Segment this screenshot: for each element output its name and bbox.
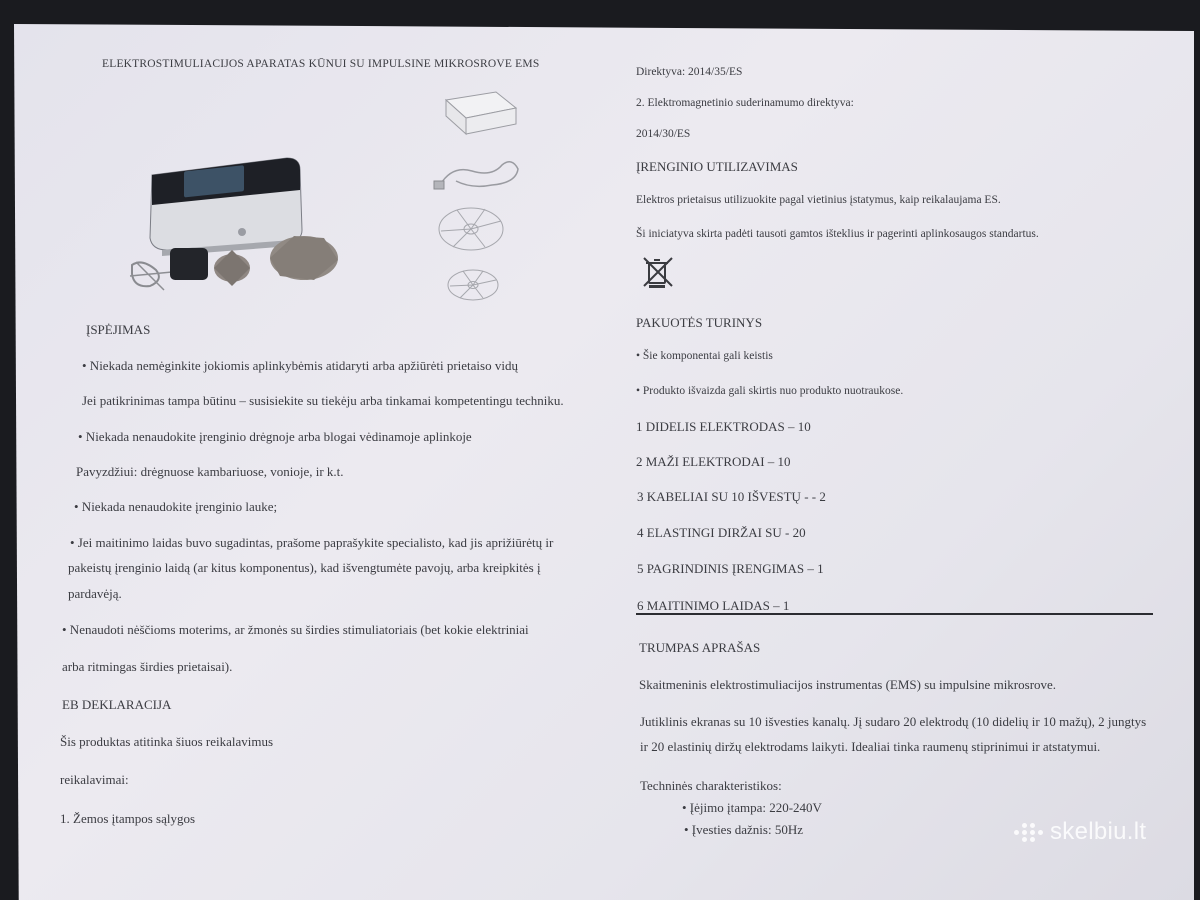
device-box-icon xyxy=(440,88,520,136)
eb-declaration-heading: EB DEKLARACIJA xyxy=(62,697,172,712)
warning-1-detail: Jei patikrinimas tampa būtinu – susisiekite su tiekėju arba tinkamai kompetentingu techniku. xyxy=(82,393,564,408)
package-item: 4 ELASTINGI DIRŽAI SU - 20 xyxy=(637,525,806,540)
package-note-2: • Produkto išvaizda gali skirtis nuo produkto nuotraukose. xyxy=(636,385,904,397)
description-line-2: Jutiklinis ekranas su 10 išvesties kanalų. Jį sudaro 20 elektrodų (10 didelių ir 10 mažų), 2 jungtys xyxy=(640,714,1147,729)
package-item: 2 MAŽI ELEKTRODAI – 10 xyxy=(636,454,791,469)
package-heading: PAKUOTĖS TURINYS xyxy=(636,315,763,330)
warning-2: • Niekada nenaudokite įrenginio drėgnoje arba blogai vėdinamoje aplinkoje xyxy=(78,429,472,444)
watermark-logo-icon xyxy=(1014,823,1044,842)
document-title: ELEKTROSTIMULIACIJOS APARATAS KŪNUI SU IMPULSINE MIKROSROVE EMS xyxy=(102,58,540,70)
warning-4-line-3: pardavėją. xyxy=(68,586,122,601)
crossed-bin-icon xyxy=(640,254,676,290)
tech-spec-frequency: • Įvesties dažnis: 50Hz xyxy=(684,822,803,837)
tech-heading: Techninės charakteristikos: xyxy=(640,778,782,793)
directive-line-2: 2. Elektromagnetinio suderinamumo direktyva: xyxy=(636,97,854,109)
eb-line-1: Šis produktas atitinka šiuos reikalavimus xyxy=(60,734,274,749)
warning-2-detail: Pavyzdžiui: drėgnuose kambariuose, vonioje, ir k.t. xyxy=(76,464,344,479)
eb-line-3: 1. Žemos įtampos sąlygos xyxy=(60,811,196,826)
ems-device-photo xyxy=(122,150,352,300)
description-line-3: ir 20 elastinių diržų elektrodams laikyti. Idealiai tinka raumenų stiprinimui ir atstatymui. xyxy=(640,739,1101,754)
warning-3: • Niekada nenaudokite įrenginio lauke; xyxy=(74,499,278,514)
package-item: 5 PAGRINDINIS ĮRENGIMAS – 1 xyxy=(637,561,824,576)
package-item: 6 MAITINIMO LAIDAS – 1 xyxy=(637,598,790,613)
directive-line-3: 2014/30/ES xyxy=(636,128,691,140)
warnings-heading: ĮSPĖJIMAS xyxy=(86,322,151,337)
section-divider xyxy=(636,613,1153,615)
watermark-text: skelbiu.lt xyxy=(1050,818,1147,845)
disposal-line-1: Elektros prietaisus utilizuokite pagal vietinius įstatymus, kaip reikalaujama ES. xyxy=(636,194,1001,206)
description-line-1: Skaitmeninis elektrostimuliacijos instrumentas (EMS) su impulsine mikrosrove. xyxy=(639,677,1057,692)
warning-4-line-2: pakeistų įrenginio laidą (ar kitus komponentus), kad išvengtumėte pavojų, arba kreipkitės į xyxy=(68,560,541,575)
warning-5-line-2: arba ritmingas širdies prietaisai). xyxy=(62,659,233,674)
small-electrode-icon xyxy=(446,267,500,303)
disposal-heading: ĮRENGINIO UTILIZAVIMAS xyxy=(636,159,798,174)
eb-line-2: reikalavimai: xyxy=(60,772,129,787)
description-heading: TRUMPAS APRAŠAS xyxy=(639,640,761,655)
package-item: 1 DIDELIS ELEKTRODAS – 10 xyxy=(636,419,811,434)
warning-5-line-1: • Nenaudoti nėščioms moterims, ar žmonės su širdies stimuliatoriais (bet kokie elektriniai xyxy=(62,622,529,637)
directive-line-1: Direktyva: 2014/35/ES xyxy=(636,66,743,78)
site-watermark xyxy=(1014,818,1146,846)
large-electrode-icon xyxy=(436,205,506,253)
package-note-1: • Šie komponentai gali keistis xyxy=(636,350,773,362)
package-item: 3 KABELIAI SU 10 IŠVESTŲ - - 2 xyxy=(637,489,826,504)
disposal-line-2: Ši iniciatyva skirta padėti tausoti gamtos išteklius ir pagerinti aplinkosaugos standartus. xyxy=(636,228,1039,240)
power-cable-icon xyxy=(432,155,522,195)
tech-spec-voltage: • Įėjimo įtampa: 220-240V xyxy=(682,800,822,815)
warning-4-line-1: • Jei maitinimo laidas buvo sugadintas, prašome paprašykite specialisto, kad jis aprižiūrėtų ir xyxy=(70,535,554,550)
warning-1: • Niekada nemėginkite jokiomis aplinkybėmis atidaryti arba apžiūrėti prietaiso vidų xyxy=(82,358,518,373)
